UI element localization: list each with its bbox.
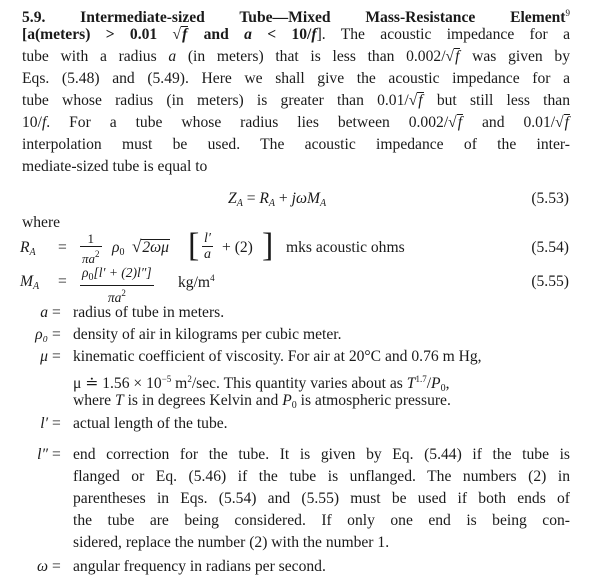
text-run: l′	[202, 231, 213, 247]
left-bracket: [	[188, 227, 200, 264]
text-run: a	[244, 26, 252, 43]
definition-mu	[0, 346, 595, 368]
definition-lpp-cont-1	[0, 466, 595, 488]
paragraph-line-5	[22, 112, 570, 134]
text-run: < 10/	[251, 26, 312, 43]
text-run: πa	[82, 251, 96, 266]
text-run: f	[455, 48, 460, 65]
def-equals: =	[52, 348, 61, 365]
text-run: (in meters) that is less than 0.002/	[176, 48, 446, 65]
text-run: f	[457, 114, 463, 131]
text-run: A	[236, 198, 243, 209]
rho-0	[112, 239, 125, 258]
text-run: =	[58, 239, 67, 256]
equation-number: (5.55)	[531, 273, 569, 290]
sqrt-sign: √	[448, 114, 457, 131]
fraction-num	[80, 265, 154, 286]
text-run: f	[418, 92, 423, 109]
sqrt-sign: √	[172, 26, 182, 43]
fraction-1-over-pi-a2	[80, 231, 102, 266]
def-text: angular frequency in radians per second.	[73, 558, 326, 575]
text-run: m	[171, 375, 188, 392]
def-text: end correction for the tube. It is given by Eq. (5.44) if the tube is	[73, 446, 570, 463]
text-run: f	[182, 26, 188, 43]
sqrt-2-omega-mu: √2ωμ	[132, 237, 169, 256]
text-run: 1.7	[415, 374, 427, 384]
text-run: and 0.01/	[463, 114, 556, 131]
text-run: −5	[161, 374, 172, 384]
text-run: πa	[107, 290, 122, 305]
def-text: kinematic coefficient of viscosity. For air at 20°C and 0.76 m Hg,	[73, 348, 482, 365]
text-run: Z	[228, 190, 237, 207]
text-run: and	[188, 26, 245, 43]
section-heading	[22, 2, 570, 24]
def-text: radius of tube in meters.	[73, 304, 225, 321]
text-run: A	[268, 198, 276, 209]
def-symbol: a	[40, 304, 48, 321]
fraction-l-over-a	[202, 231, 213, 262]
equation-number: (5.54)	[531, 239, 569, 256]
text-run: where	[73, 392, 115, 409]
text-run: f	[564, 114, 569, 131]
text-run: was given by	[460, 48, 570, 65]
sqrt-f	[564, 114, 570, 130]
text-run: f	[311, 26, 317, 43]
text-run: + (2)	[222, 239, 253, 256]
definition-mu-cont-1	[0, 368, 595, 394]
text-run: 0	[440, 383, 446, 394]
text-run: 2ωμ	[142, 239, 169, 256]
definition-lpp-cont-3	[0, 510, 595, 532]
right-bracket: ]	[262, 227, 274, 264]
text-run: . For a tube whose radius lies between 0.002/	[46, 114, 449, 131]
def-equals: =	[52, 304, 61, 321]
text-run: R	[259, 190, 269, 207]
sqrt-sign: √	[408, 92, 418, 109]
text-run: T	[115, 392, 124, 409]
text-run: 10/	[22, 114, 42, 131]
def-symbol: ω	[36, 558, 48, 575]
fraction-mass	[80, 265, 154, 305]
sqrt-sign: √	[555, 114, 564, 131]
text-run: A	[33, 281, 40, 292]
section-title: Intermediate-sized Tube—Mixed Mass-Resistance Element	[80, 9, 566, 26]
where-label: where	[22, 214, 61, 231]
text-run: but still less than	[423, 92, 571, 109]
def-text: actual length of the tube.	[73, 415, 228, 432]
text-run: R	[20, 239, 30, 256]
text-run: [a(meters) > 0.01	[22, 26, 173, 43]
text-run: 2	[187, 374, 192, 384]
text-run: P	[431, 375, 441, 392]
text-run: f	[41, 114, 47, 131]
definition-l-prime	[0, 413, 595, 435]
paragraph-line-7: mediate-sized tube is equal to	[22, 158, 208, 175]
def-text: density of air in kilograms per cubic meter.	[73, 326, 342, 343]
definition-mu-cont-2	[0, 390, 595, 412]
text-run: a	[168, 48, 177, 65]
def-equals: =	[52, 415, 61, 432]
eq-5-54-lhs	[20, 239, 36, 258]
text-run: ρ	[112, 239, 120, 256]
text-run: P	[282, 392, 292, 409]
text-run: 4	[210, 273, 215, 283]
text-run: tube whose radius (in meters) is greater than 0.01/	[22, 92, 409, 109]
paragraph-line-1	[22, 24, 570, 46]
text-run: [l′ + (2)l″]	[93, 265, 152, 280]
text-run: +	[275, 190, 292, 207]
def-equals: =	[52, 446, 61, 463]
text-run: jωM	[291, 190, 320, 207]
section-number: 5.9.	[22, 9, 46, 26]
equation-number: (5.53)	[531, 190, 569, 207]
definition-lpp-cont-2	[0, 488, 595, 510]
units-label: mks acoustic ohms	[286, 239, 405, 256]
definition-lpp-cont-4	[0, 532, 595, 554]
text-run: A	[29, 247, 36, 258]
def-symbol: l′	[40, 415, 48, 432]
definition-omega	[0, 556, 595, 578]
definition-l-double-prime	[0, 444, 595, 466]
text-run: a	[204, 247, 211, 262]
def-symbol: l″	[37, 446, 48, 463]
text-run: ]. The acoustic impedance for a	[316, 26, 570, 43]
text-run: =	[242, 190, 260, 207]
def-symbol: ρ₀	[35, 326, 48, 343]
def-symbol: μ	[40, 348, 48, 365]
text-run: 0	[88, 272, 94, 283]
text-run: 0	[291, 400, 297, 411]
def-text: sidered, replace the number (2) with the number 1.	[73, 534, 390, 551]
text-run: μ ≐ 1.56 × 10	[73, 375, 162, 392]
paragraph-line-6: interpolation must be used. The acoustic impedance of the inter-	[22, 136, 570, 153]
definition-rho	[0, 324, 595, 346]
equation-5-55	[0, 262, 595, 305]
text-run: ,	[445, 375, 450, 392]
text-run: 1	[80, 231, 102, 247]
text-run: ρ	[82, 265, 89, 280]
text-run: kg/m	[178, 274, 211, 291]
footnote-marker: 9	[565, 8, 570, 18]
def-equals: =	[52, 326, 61, 343]
def-text: flanged or Eq. (5.46) if the tube is unflanged. The numbers (2) in	[73, 468, 570, 485]
sqrt-sign: √	[445, 48, 455, 65]
text-run: =	[58, 273, 67, 290]
definition-a	[0, 302, 595, 324]
text-run: 2	[95, 249, 100, 259]
text-run: A	[319, 198, 327, 209]
eq-5-53-body	[228, 188, 326, 215]
paragraph-line-2	[22, 46, 570, 68]
text-run: 2	[121, 288, 126, 298]
equation-5-53	[0, 188, 595, 210]
text-run: /sec. This quantity varies about as	[191, 375, 407, 392]
text-run: is atmospheric pressure.	[296, 392, 451, 409]
paragraph-line-3: Eqs. (5.48) and (5.49). Here we shall give the acoustic impedance for a	[22, 70, 570, 87]
text-run: /	[426, 375, 432, 392]
def-equals: =	[52, 558, 61, 575]
text-run: is in degrees Kelvin and	[123, 392, 283, 409]
text-run: T	[406, 375, 416, 392]
units-label	[178, 273, 215, 292]
def-text: the tube are being considered. If only one end is being con-	[73, 512, 570, 529]
paragraph-line-4	[22, 90, 570, 112]
text-run: 0	[119, 247, 125, 258]
text-run: tube with a radius	[22, 48, 169, 65]
def-text: parentheses in Eqs. (5.54) and (5.55) must be used if both ends of	[73, 490, 570, 507]
eq-5-55-lhs	[20, 273, 39, 292]
text-run: M	[20, 273, 33, 290]
